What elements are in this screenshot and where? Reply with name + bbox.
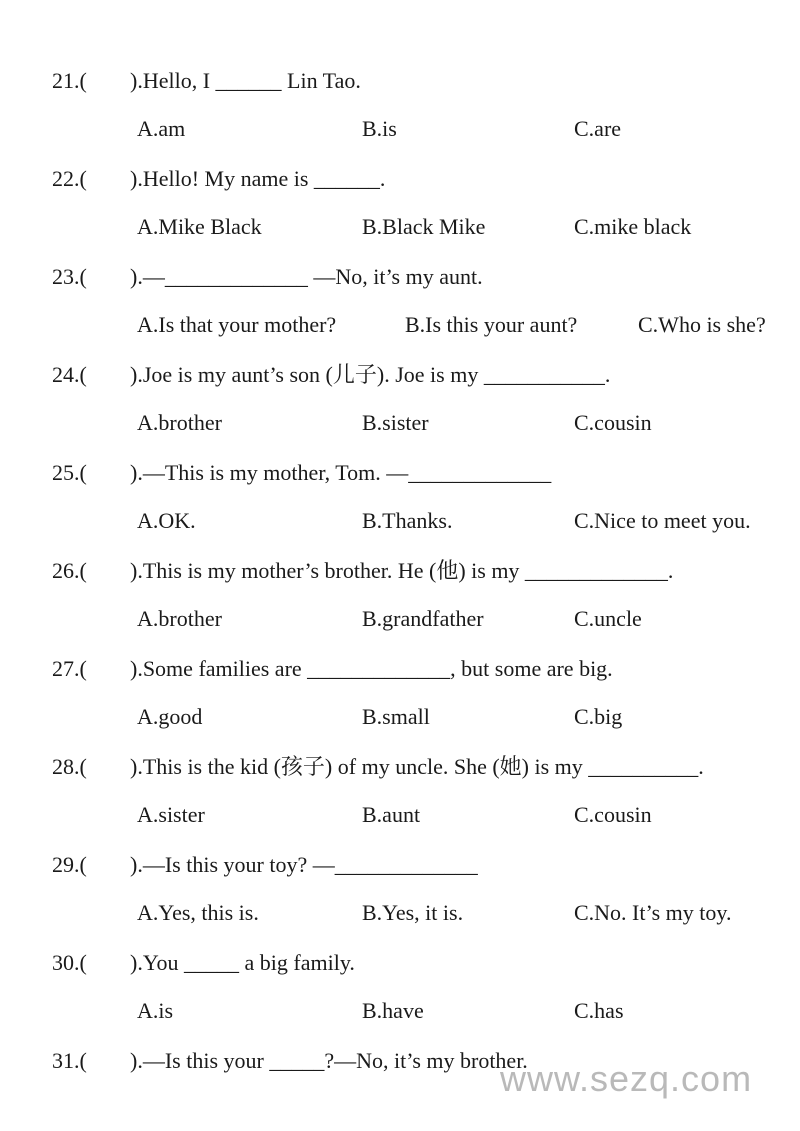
- options-row: [0, 311, 800, 339]
- option-b: B.aunt: [362, 802, 421, 827]
- option-c: C.has: [574, 998, 624, 1023]
- question-line: [52, 655, 613, 683]
- options-row: [0, 115, 800, 143]
- option-a: A.Is that your mother?: [137, 312, 337, 337]
- option-b: B.Thanks.: [362, 508, 453, 533]
- question-number: 22.(: [52, 166, 87, 191]
- question-30: [0, 949, 800, 1047]
- options-row: [0, 507, 800, 535]
- question-stem: ).Some families are _____________, but some are big.: [130, 656, 613, 681]
- option-c: C.mike black: [574, 214, 692, 239]
- question-stem: ).Hello, I ______ Lin Tao.: [130, 68, 361, 93]
- option-c: C.Nice to meet you.: [574, 508, 751, 533]
- question-21: [0, 67, 800, 165]
- option-b: B.sister: [362, 410, 429, 435]
- question-number: 24.(: [52, 362, 87, 387]
- question-stem: ).—Is this your _____?—No, it’s my brother.: [130, 1048, 528, 1073]
- option-b: B.Yes, it is.: [362, 900, 464, 925]
- option-a: A.brother: [137, 606, 222, 631]
- question-line: [52, 851, 478, 879]
- question-stem: ).You _____ a big family.: [130, 950, 355, 975]
- question-28: [0, 753, 800, 851]
- question-stem: ).Joe is my aunt’s son (儿子). Joe is my ___________.: [130, 362, 611, 387]
- question-line: [52, 165, 385, 193]
- question-line: [52, 753, 704, 781]
- option-b: B.Black Mike: [362, 214, 486, 239]
- question-stem: ).—Is this your toy? —_____________: [130, 852, 478, 877]
- options-row: [0, 409, 800, 437]
- question-number: 31.(: [52, 1048, 87, 1073]
- options-row: [0, 997, 800, 1025]
- question-25: [0, 459, 800, 557]
- question-stem: ).Hello! My name is ______.: [130, 166, 386, 191]
- option-a: A.good: [137, 704, 203, 729]
- option-a: A.OK.: [137, 508, 196, 533]
- question-23: [0, 263, 800, 361]
- question-number: 23.(: [52, 264, 87, 289]
- question-line: [52, 459, 551, 487]
- question-stem: ).This is the kid (孩子) of my uncle. She (她) is my __________.: [130, 754, 704, 779]
- question-26: [0, 557, 800, 655]
- question-number: 28.(: [52, 754, 87, 779]
- question-line: [52, 67, 361, 95]
- option-c: C.cousin: [574, 802, 652, 827]
- option-a: A.am: [137, 116, 186, 141]
- option-a: A.sister: [137, 802, 205, 827]
- options-row: [0, 213, 800, 241]
- watermark: www.sezq.com: [500, 1058, 753, 1099]
- option-a: A.Yes, this is.: [137, 900, 259, 925]
- option-a: A.is: [137, 998, 174, 1023]
- option-c: C.cousin: [574, 410, 652, 435]
- option-a: A.brother: [137, 410, 222, 435]
- option-b: B.small: [362, 704, 430, 729]
- question-stem: ).This is my mother’s brother. He (他) is my _____________.: [130, 558, 674, 583]
- question-number: 25.(: [52, 460, 87, 485]
- question-29: [0, 851, 800, 949]
- option-b: B.is: [362, 116, 397, 141]
- question-24: [0, 361, 800, 459]
- question-number: 21.(: [52, 68, 87, 93]
- question-number: 30.(: [52, 950, 87, 975]
- question-number: 29.(: [52, 852, 87, 877]
- option-b: B.grandfather: [362, 606, 484, 631]
- options-row: [0, 605, 800, 633]
- option-a: A.Mike Black: [137, 214, 262, 239]
- option-b: B.Is this your aunt?: [405, 312, 578, 337]
- options-row: [0, 703, 800, 731]
- question-line: [52, 949, 355, 977]
- question-line: [52, 1047, 528, 1075]
- question-line: [52, 263, 483, 291]
- options-row: [0, 899, 800, 927]
- option-c: C.big: [574, 704, 623, 729]
- question-22: [0, 165, 800, 263]
- option-c: C.No. It’s my toy.: [574, 900, 732, 925]
- options-row: [0, 801, 800, 829]
- question-number: 26.(: [52, 558, 87, 583]
- question-27: [0, 655, 800, 753]
- question-number: 27.(: [52, 656, 87, 681]
- option-b: B.have: [362, 998, 424, 1023]
- question-stem: ).—_____________ —No, it’s my aunt.: [130, 264, 483, 289]
- option-c: C.are: [574, 116, 622, 141]
- question-line: [52, 361, 610, 389]
- question-stem: ).—This is my mother, Tom. —_____________: [130, 460, 552, 485]
- option-c: C.uncle: [574, 606, 642, 631]
- question-line: [52, 557, 673, 585]
- option-c: C.Who is she?: [638, 312, 766, 337]
